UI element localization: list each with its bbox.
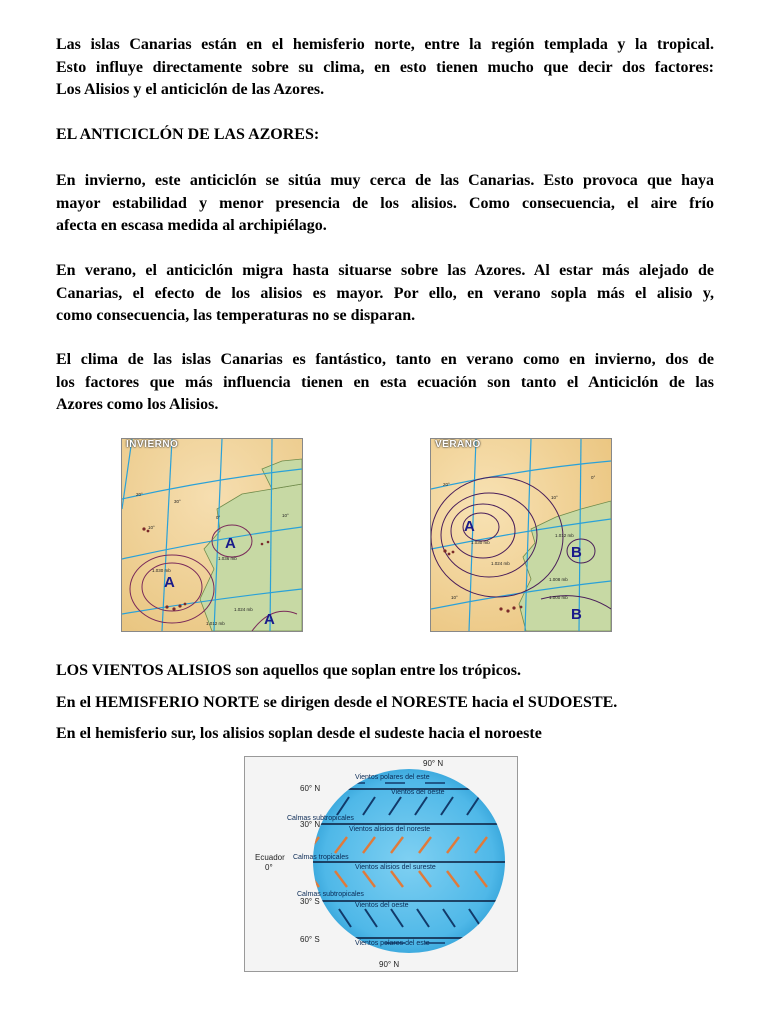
winter-isobar-label-4: 1.012 mb xyxy=(206,621,225,626)
lat-30s-label: 30° S xyxy=(300,897,320,906)
climate-line-1: El clima de las islas Canarias es fantástico, tanto en verano como en invierno, dos de xyxy=(56,351,714,368)
winter-lat-label-4: 0° xyxy=(216,515,221,520)
winter-lat-label-3: 10° xyxy=(148,525,155,530)
trade-winds-definition: son aquellos que soplan entre los trópicos. xyxy=(231,662,522,679)
band-polar-easterlies-s: Vientos polares del este xyxy=(355,940,430,947)
climate-line-3: Azores como los Alisios. xyxy=(56,396,219,413)
band-westerlies-s: Vientos del oeste xyxy=(355,902,409,909)
winter-isobar-label-1: 1.036 mb xyxy=(218,556,237,561)
band-polar-easterlies-n: Vientos polares del este xyxy=(355,774,430,781)
summer-low-2: B xyxy=(571,606,582,623)
winter-map-label: INVIERNO xyxy=(126,439,179,450)
winter-lat-label-1: 20° xyxy=(136,492,143,497)
summer-low-1: B xyxy=(571,544,582,561)
lat-0-label: 0° xyxy=(265,863,273,872)
summer-lat-label-1: 20° xyxy=(443,482,450,487)
lat-60n-label: 60° N xyxy=(300,784,321,793)
winter-lat-label-2: 30° xyxy=(174,499,181,504)
trade-winds-line-1 xyxy=(56,662,521,680)
band-subtropical-calms-n: Calmas subtropicales xyxy=(287,815,354,822)
summer-high: A xyxy=(464,518,475,535)
summer-line-2: Canarias, el efecto de los alisios es mayor. Por ello, en verano sopla más el alisio y, xyxy=(56,284,714,302)
winter-isobar-label-2: 1.030 mb xyxy=(152,568,171,573)
winter-map xyxy=(121,438,303,632)
climate-paragraph xyxy=(56,349,714,417)
summer-map-image xyxy=(431,439,611,631)
winter-isobar-label-3: 1.024 mb xyxy=(234,607,253,612)
band-ne-trades: Vientos alisios del noreste xyxy=(349,826,431,833)
band-tropical-calms: Calmas tropicales xyxy=(293,854,349,861)
section-title: EL ANTICICLÓN DE LAS AZORES: xyxy=(56,126,320,143)
trade-winds-line-2: En el HEMISFERIO NORTE se dirigen desde el NORESTE hacia el SUDOESTE. xyxy=(56,694,618,711)
intro-line-1: Las islas Canarias están en el hemisferio norte, entre la región templada y la tropical. xyxy=(56,36,714,53)
summer-lat-label-3: 0° xyxy=(591,475,596,480)
winter-line-3: afecta en escasa medida al archipiélago. xyxy=(56,217,327,234)
winter-line-1: En invierno, este anticiclón se sitúa muy cerca de las Canarias. Esto provoca que haya xyxy=(56,172,714,189)
band-se-trades: Vientos alisios del sureste xyxy=(355,864,436,871)
winter-high-2: A xyxy=(164,574,175,591)
winter-high-3: A xyxy=(264,611,275,628)
summer-lat-label-4: 10° xyxy=(451,595,458,600)
lat-60s-label: 60° S xyxy=(300,935,320,944)
globe-top-label: 90° N xyxy=(423,759,444,768)
summer-isobar-label-1: 1.030 mb xyxy=(471,540,490,545)
intro-paragraph xyxy=(56,34,714,102)
globe-bottom-label: 90° N xyxy=(379,960,400,969)
summer-line-3: como consecuencia, las temperaturas no se disparan. xyxy=(56,307,416,324)
band-westerlies-n: Vientos del oeste xyxy=(391,789,445,796)
trade-winds-term: LOS VIENTOS ALISIOS xyxy=(56,662,232,679)
trade-winds-line-3: En el hemisferio sur, los alisios soplan desde el sudeste hacia el noroeste xyxy=(56,725,542,742)
winter-lat-label-5: 10° xyxy=(282,513,289,518)
climate-line-2: los factores que más influencia tienen en esta ecuación son tanto el Anticiclón de las xyxy=(56,373,714,391)
summer-lat-label-2: 10° xyxy=(551,495,558,500)
summer-isobar-label-5: 1.000 mb xyxy=(549,595,568,600)
summer-isobar-label-2: 1.024 mb xyxy=(491,561,510,566)
summer-line-1: En verano, el anticiclón migra hasta situarse sobre las Azores. Al estar más alejado de xyxy=(56,262,714,279)
lat-30n-label: 30° N xyxy=(300,820,321,829)
summer-isobar-label-4: 1.008 mb xyxy=(549,577,568,582)
equator-label: Ecuador xyxy=(255,853,285,862)
global-winds-diagram xyxy=(244,756,518,972)
winter-map-image xyxy=(122,439,302,631)
summer-paragraph xyxy=(56,260,714,328)
winter-line-2: mayor estabilidad y menor presencia de los alisios. Como consecuencia, el aire frío xyxy=(56,194,714,212)
winter-paragraph xyxy=(56,170,714,238)
intro-line-2: Esto influye directamente sobre su clima, en esto tienen mucho que decir dos factores: xyxy=(56,58,714,76)
summer-isobar-label-3: 1.012 mb xyxy=(555,533,574,538)
winter-high-1: A xyxy=(225,535,236,552)
summer-map-label: VERANO xyxy=(435,439,481,450)
intro-line-3: Los Alisios y el anticiclón de las Azores. xyxy=(56,81,325,98)
band-subtropical-calms-s: Calmas subtropicales xyxy=(297,891,364,898)
summer-map xyxy=(430,438,612,632)
